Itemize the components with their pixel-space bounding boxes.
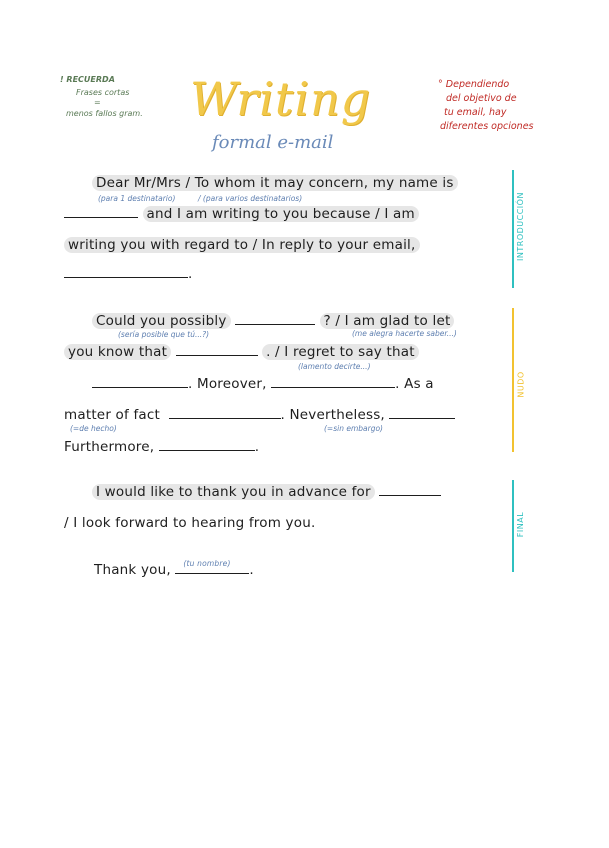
- nudo-line1b: ? / I am glad to let: [320, 313, 455, 329]
- intro-line1: [92, 175, 458, 191]
- recuerda-line3: =: [94, 98, 101, 107]
- nudo-blank4[interactable]: [271, 377, 395, 388]
- recuerda-line2: Frases cortas: [76, 88, 130, 97]
- nudo-line5-end: .: [254, 439, 260, 455]
- nudo-note2: (lamento decirte...): [298, 362, 371, 371]
- intro-label: INTRODUCCIÓN: [515, 192, 525, 261]
- dep-line4: diferentes opciones: [440, 121, 534, 132]
- final-line3: [94, 561, 254, 578]
- intro-line3: [64, 237, 420, 253]
- final-blank1[interactable]: [379, 485, 441, 496]
- nudo-line5: [64, 439, 259, 455]
- dep-line3: tu email, hay: [444, 107, 507, 118]
- recuerda-note: [60, 73, 155, 120]
- nudo-note4b: (=sin embargo): [324, 424, 383, 433]
- final-line1: [92, 484, 441, 500]
- nudo-line4a: matter of fact: [64, 407, 161, 423]
- nudo-note4a: (=de hecho): [70, 424, 117, 433]
- nudo-line1a: Could you possibly: [92, 313, 231, 329]
- nudo-line3b: . As a: [395, 376, 434, 392]
- nudo-line3a: . Moreover,: [188, 376, 267, 392]
- final-line2-text: / I look forward to hearing from you.: [64, 515, 316, 531]
- nudo-label: NUDO: [516, 371, 526, 398]
- final-note3: (tu nombre): [183, 559, 231, 568]
- intro-line2-text: and I am writing to you because / I am: [143, 206, 419, 222]
- final-line3-end: .: [249, 562, 254, 578]
- recuerda-line1: ! RECUERDA: [60, 75, 115, 84]
- nudo-blank3[interactable]: [92, 377, 188, 388]
- nudo-line5-text: Furthermore,: [64, 439, 155, 455]
- nudo-blank6[interactable]: [389, 408, 455, 419]
- final-line2: [64, 515, 315, 531]
- nudo-line3: [92, 376, 434, 392]
- intro-blank2[interactable]: [64, 267, 188, 278]
- nudo-line2a: you know that: [64, 344, 171, 360]
- intro-blank1[interactable]: [64, 207, 138, 218]
- intro-bar: [512, 170, 514, 288]
- final-bar: [512, 480, 514, 572]
- page-subtitle: formal e-mail: [212, 132, 334, 153]
- final-line3-text: Thank you,: [94, 562, 171, 578]
- intro-line4: [64, 266, 193, 282]
- intro-note1a: (para 1 destinatario): [98, 194, 176, 203]
- intro-line2: [64, 206, 419, 222]
- nudo-line4: [64, 407, 455, 423]
- nudo-blank7[interactable]: [159, 440, 255, 451]
- nudo-line2b: . / I regret to say that: [262, 344, 419, 360]
- nudo-line2: [64, 344, 419, 360]
- nudo-bar: [512, 308, 514, 452]
- final-label: FINAL: [516, 511, 526, 538]
- bullet-icon: °: [438, 79, 443, 90]
- page-title: Writing: [190, 72, 372, 126]
- nudo-note1a: (sería posible que tú...?): [118, 330, 210, 339]
- intro-line1-text: Dear Mr/Mrs / To whom it may concern, my name is: [92, 175, 458, 191]
- nudo-note1b: (me alegra hacerte saber...): [352, 329, 457, 338]
- nudo-blank2[interactable]: [176, 345, 258, 356]
- nudo-line1: [92, 313, 454, 329]
- intro-note1b: / (para varios destinatarios): [198, 194, 303, 203]
- dep-line2: del objetivo de: [446, 93, 517, 104]
- dep-line1-text: Dependiendo: [445, 79, 510, 90]
- final-name-field[interactable]: [175, 561, 249, 574]
- intro-line4-end: .: [188, 266, 193, 282]
- nudo-blank1[interactable]: [235, 314, 315, 325]
- final-line1-text: I would like to thank you in advance for: [92, 484, 375, 500]
- dep-line1: [438, 78, 558, 92]
- intro-line3-text: writing you with regard to / In reply to your email,: [64, 237, 420, 253]
- recuerda-line4: menos fallos gram.: [66, 109, 143, 118]
- nudo-blank5[interactable]: [169, 408, 281, 419]
- dependiendo-note: [438, 78, 558, 134]
- nudo-line4b: . Nevertheless,: [280, 407, 385, 423]
